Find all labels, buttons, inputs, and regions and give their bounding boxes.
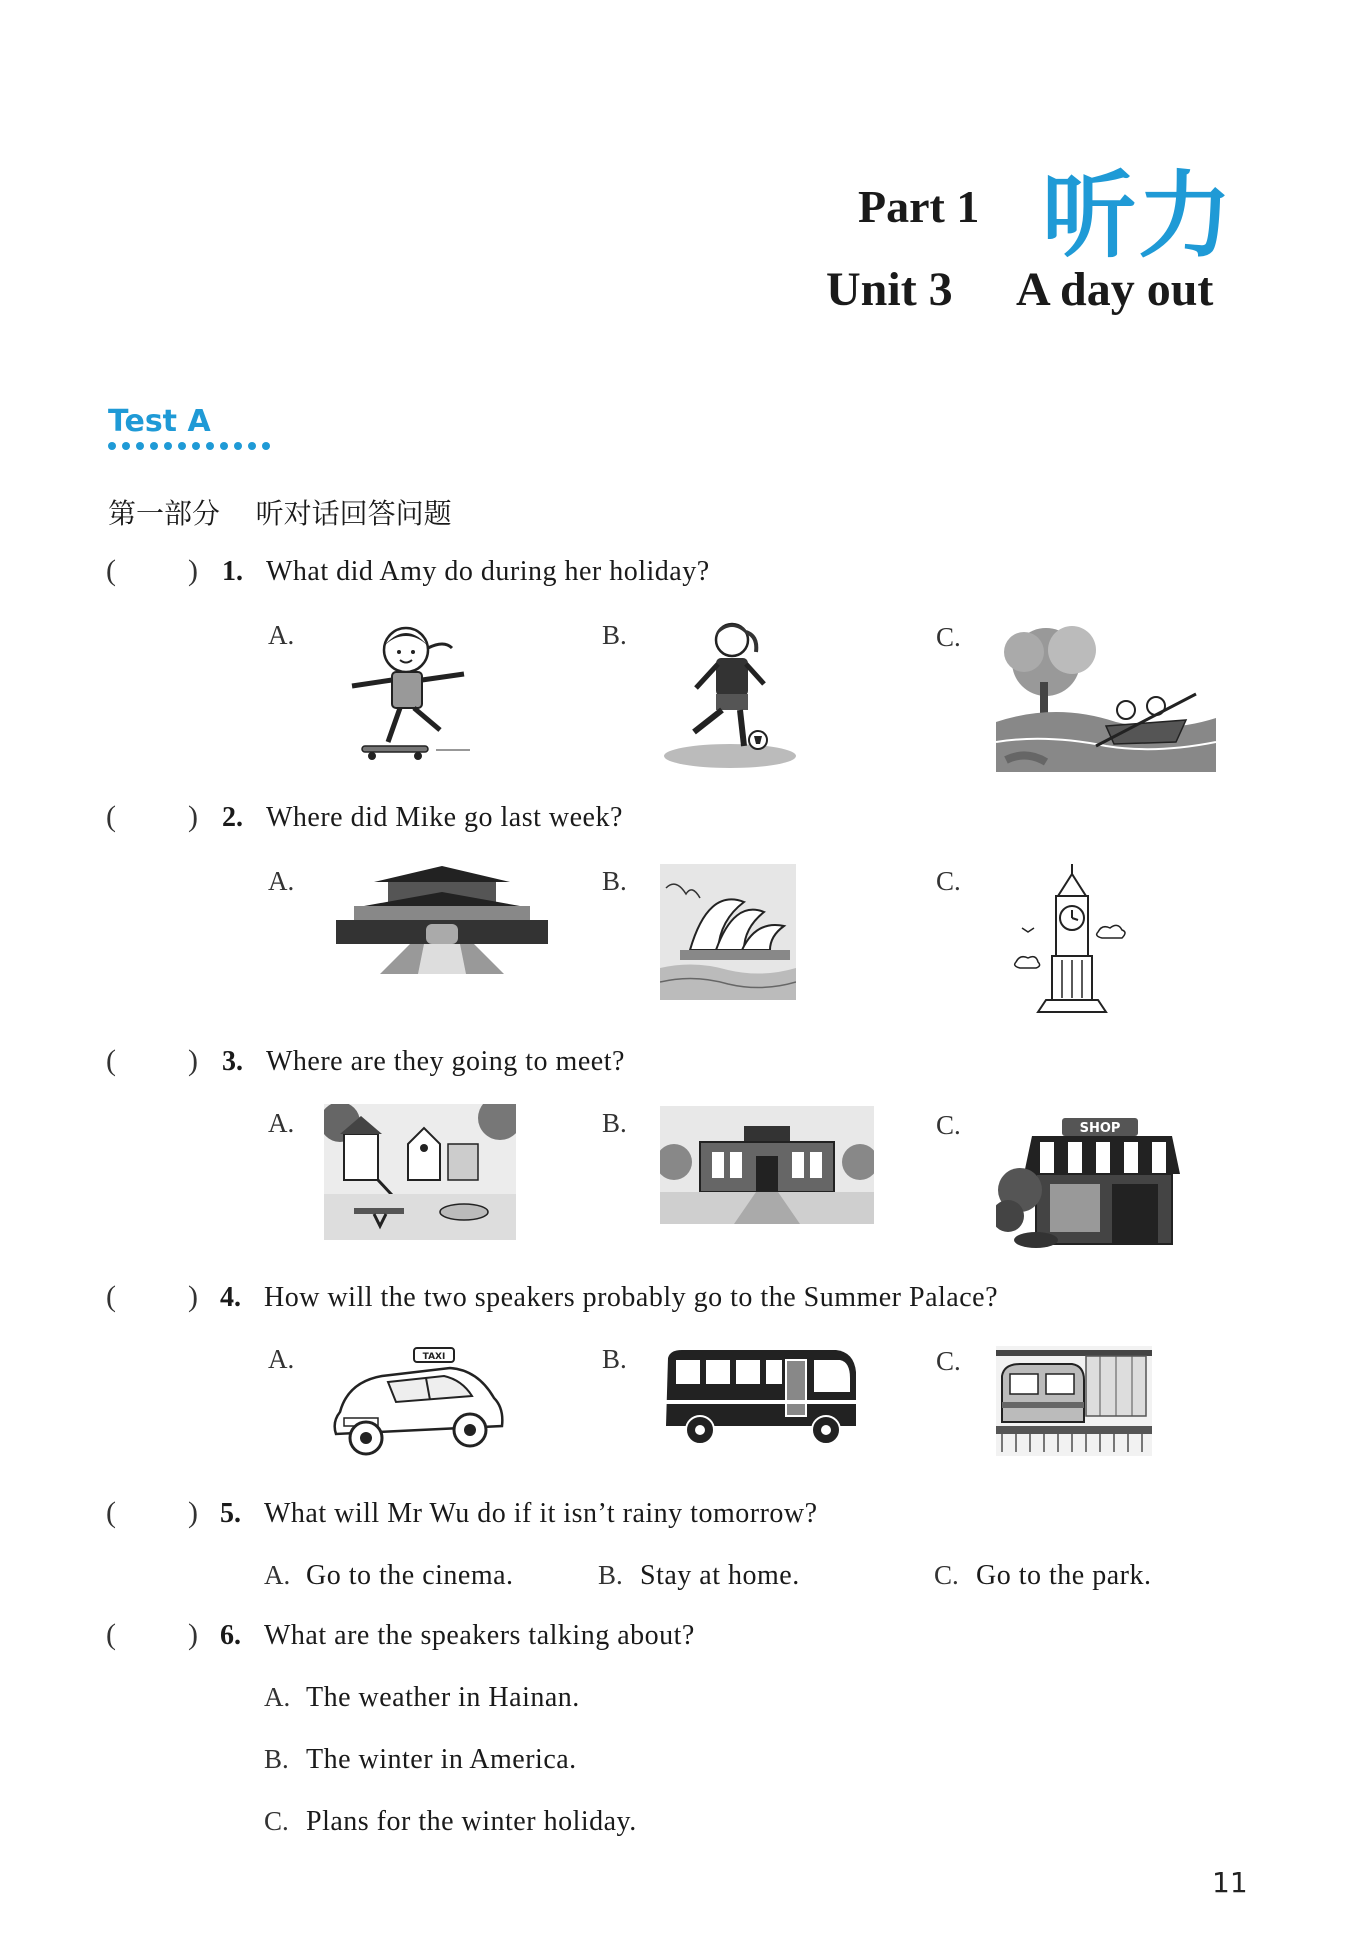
tiananmen-icon bbox=[334, 862, 550, 974]
option-b-letter: B. bbox=[598, 1560, 623, 1590]
option-c-letter: C. bbox=[936, 1110, 961, 1140]
shop-sign-text: SHOP bbox=[1079, 1121, 1121, 1136]
answer-paren-open: ( bbox=[106, 554, 116, 587]
answer-paren-open: ( bbox=[106, 1496, 116, 1529]
skateboarding-girl-icon bbox=[340, 618, 480, 766]
option-a-text: The weather in Hainan. bbox=[306, 1682, 580, 1713]
sydney-opera-house-icon bbox=[660, 864, 796, 1000]
unit-title: A day out bbox=[1016, 263, 1214, 316]
part-title-chinese: 听力 bbox=[1042, 162, 1235, 271]
dotted-underline bbox=[108, 442, 270, 450]
school-building-icon bbox=[660, 1106, 874, 1224]
answer-paren-close: ) bbox=[188, 1044, 198, 1077]
option-a-letter: A. bbox=[264, 1682, 291, 1712]
playground-icon bbox=[324, 1104, 516, 1240]
question-text: Where are they going to meet? bbox=[266, 1046, 625, 1077]
part-label: Part 1 bbox=[858, 181, 980, 232]
question-text: What did Amy do during her holiday? bbox=[266, 556, 710, 587]
option-c-letter: C. bbox=[936, 622, 961, 652]
question-text: How will the two speakers probably go to the Summer Palace? bbox=[264, 1282, 998, 1313]
question-number: 2. bbox=[222, 802, 243, 833]
answer-paren-close: ) bbox=[188, 1496, 198, 1529]
section-title: 第一部分 听对话回答问题 bbox=[108, 497, 452, 530]
taxi-icon bbox=[326, 1346, 508, 1458]
shop-icon bbox=[996, 1118, 1180, 1248]
option-c-letter: C. bbox=[936, 866, 961, 896]
page-number: 11 bbox=[1212, 1866, 1248, 1899]
question-number: 1. bbox=[222, 556, 243, 587]
option-c-letter: C. bbox=[934, 1560, 959, 1590]
option-a-text: Go to the cinema. bbox=[306, 1560, 514, 1591]
option-b-letter: B. bbox=[602, 620, 627, 650]
answer-paren-open: ( bbox=[106, 1280, 116, 1313]
question-number: 6. bbox=[220, 1620, 241, 1651]
answer-paren-close: ) bbox=[188, 554, 198, 587]
train-icon bbox=[996, 1346, 1152, 1456]
option-b-letter: B. bbox=[602, 866, 627, 896]
option-b-letter: B. bbox=[264, 1744, 289, 1774]
answer-paren-open: ( bbox=[106, 1044, 116, 1077]
option-b-text: The winter in America. bbox=[306, 1744, 577, 1775]
football-girl-icon bbox=[660, 618, 804, 770]
test-label: Test A bbox=[108, 404, 211, 439]
answer-paren-close: ) bbox=[188, 800, 198, 833]
option-a-letter: A. bbox=[264, 1560, 291, 1590]
unit-label: Unit 3 bbox=[826, 263, 953, 316]
option-a-letter: A. bbox=[268, 620, 295, 650]
question-text: Where did Mike go last week? bbox=[266, 802, 623, 833]
option-c-text: Plans for the winter holiday. bbox=[306, 1806, 637, 1837]
question-text: What will Mr Wu do if it isn’t rainy tomorrow? bbox=[264, 1498, 818, 1529]
option-c-text: Go to the park. bbox=[976, 1560, 1152, 1591]
answer-paren-open: ( bbox=[106, 800, 116, 833]
answer-paren-close: ) bbox=[188, 1280, 198, 1313]
question-number: 4. bbox=[220, 1282, 241, 1313]
taxi-sign-text: TAXI bbox=[422, 1352, 446, 1362]
answer-paren-close: ) bbox=[188, 1618, 198, 1651]
question-text: What are the speakers talking about? bbox=[264, 1620, 695, 1651]
option-c-letter: C. bbox=[264, 1806, 289, 1836]
bus-icon bbox=[660, 1348, 860, 1448]
answer-paren-open: ( bbox=[106, 1618, 116, 1651]
option-b-text: Stay at home. bbox=[640, 1560, 800, 1591]
option-a-letter: A. bbox=[268, 866, 295, 896]
question-number: 5. bbox=[220, 1498, 241, 1529]
option-b-letter: B. bbox=[602, 1108, 627, 1138]
big-ben-icon bbox=[1010, 862, 1134, 1016]
option-b-letter: B. bbox=[602, 1344, 627, 1374]
boating-river-icon bbox=[996, 622, 1216, 772]
option-c-letter: C. bbox=[936, 1346, 961, 1376]
option-a-letter: A. bbox=[268, 1108, 295, 1138]
question-number: 3. bbox=[222, 1046, 243, 1077]
option-a-letter: A. bbox=[268, 1344, 295, 1374]
